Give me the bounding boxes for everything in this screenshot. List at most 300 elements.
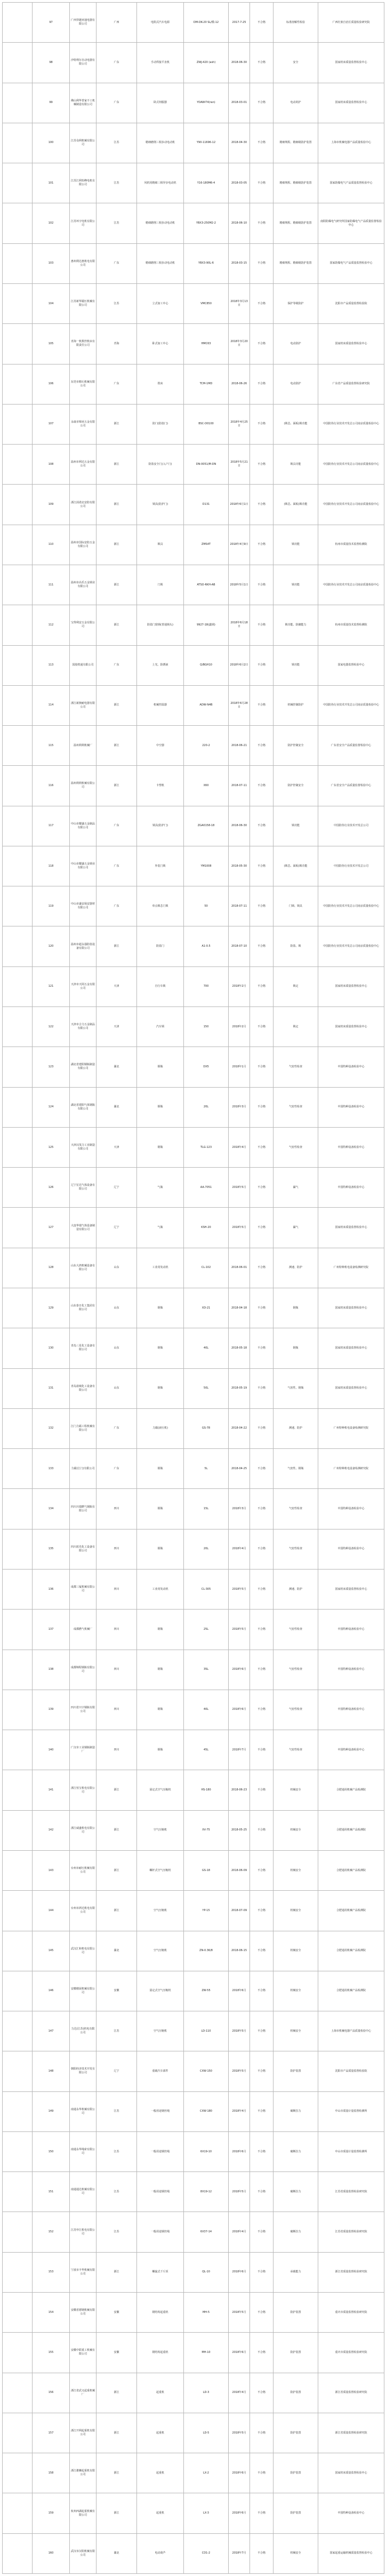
result-cell: 不合格 <box>250 1368 274 1408</box>
blank-cell <box>3 1690 33 1730</box>
model-spec-cell: BSC-D0100 <box>184 404 229 444</box>
production-date-cell: 2018年5月 <box>229 2413 250 2453</box>
row-number-cell: 153 <box>33 2252 70 2292</box>
region-cell: 浙江 <box>96 2252 137 2292</box>
row-number-cell: 149 <box>33 2091 70 2131</box>
model-spec-cell: 25L <box>184 1610 229 1650</box>
inspection-agency-cell: 合肥通用机械产品检测院 <box>318 1891 384 1931</box>
failed-item-cell: 防护装置 <box>274 2413 318 2453</box>
row-number-cell: 155 <box>33 2333 70 2373</box>
inspection-agency-cell: 国家机床质量监督检验中心 <box>318 1208 384 1248</box>
region-cell: 浙江 <box>96 565 137 605</box>
table-row <box>3 43 384 83</box>
failed-item-cell: 防护装置 <box>274 2051 318 2091</box>
product-name-cell: 汽车锁 <box>137 1007 184 1047</box>
row-number-cell: 108 <box>33 445 70 485</box>
table-row <box>3 1891 384 1931</box>
region-cell: 湖北 <box>96 2533 137 2573</box>
blank-cell <box>3 1368 33 1408</box>
blank-cell <box>3 886 33 926</box>
row-number-cell: 104 <box>33 283 70 323</box>
inspection-agency-cell: 国家机床质量监督检验中心 <box>318 2453 384 2493</box>
region-cell: 浙江 <box>96 445 137 485</box>
table-row <box>3 846 384 886</box>
enterprise-name-cell: 广西穿越亚通电器有限公司 <box>70 3 96 43</box>
region-cell: 江苏 <box>96 2212 137 2252</box>
inspection-agency-cell: 中山市质量计量监督检测所 <box>318 2091 384 2131</box>
blank-cell <box>3 2333 33 2373</box>
production-date-cell: 2018年2月 <box>229 966 250 1006</box>
blank-cell <box>3 2493 33 2533</box>
product-name-cell: 空气压缩机 <box>137 2011 184 2051</box>
blank-cell <box>3 2131 33 2171</box>
blank-cell <box>3 1208 33 1248</box>
row-number-cell: 102 <box>33 203 70 243</box>
row-number-cell: 106 <box>33 364 70 404</box>
product-name-cell: 螺旋式千斤顶 <box>137 2252 184 2292</box>
production-date-cell: 2018年6月 <box>229 1690 250 1730</box>
model-spec-cell: 45L <box>184 1730 229 1770</box>
table-row <box>3 2293 384 2333</box>
failed-item-cell: 防护装置 <box>274 2293 318 2333</box>
enterprise-name-cell: 天津市合力五金制品有限公司 <box>70 1007 96 1047</box>
row-number-cell: 137 <box>33 1610 70 1650</box>
blank-cell <box>3 163 33 203</box>
failed-item-cell: 机械安全 <box>274 1770 318 1810</box>
product-name-cell: 卡塑机 <box>137 766 184 806</box>
blank-cell <box>3 1610 33 1650</box>
row-number-cell: 140 <box>33 1730 70 1770</box>
production-date-cell: 2018年6月 <box>229 2131 250 2171</box>
blank-cell <box>3 485 33 525</box>
result-cell: 不合格 <box>250 685 274 725</box>
enterprise-name-cell: 青海一机数控机床有限责任公司 <box>70 324 96 364</box>
model-spec-cell: Y90-11696-12 <box>184 123 229 163</box>
inspection-agency-cell: 浙江省质量监督检验研究院 <box>318 2413 384 2453</box>
production-date-cell: 2018年6月2日 <box>229 645 250 685</box>
region-cell: 浙江 <box>96 1891 137 1931</box>
blank-cell <box>3 445 33 485</box>
region-cell: 四川 <box>96 1569 137 1609</box>
failed-item-cell: 机械控制防护 <box>274 685 318 725</box>
product-name-cell: 螺杆式空气压缩机 <box>137 1850 184 1890</box>
model-spec-cell: YDAW-T4(ran) <box>184 83 229 123</box>
result-cell: 不合格 <box>250 1931 274 1971</box>
product-name-cell: 钢瓶 <box>137 1047 184 1087</box>
enterprise-name-cell: 江苏新华锻压机械有限公司 <box>70 283 96 323</box>
model-spec-cell: D131 <box>184 485 229 525</box>
table-row <box>3 2011 384 2051</box>
blank-cell <box>3 2212 33 2252</box>
table-row <box>3 2091 384 2131</box>
inspection-agency-cell: 合肥通用机械产品检测院 <box>318 1971 384 2011</box>
inspection-agency-cell: 合肥通用机械产品检测院 <box>318 1810 384 1850</box>
model-spec-cell: VMC850 <box>184 283 229 323</box>
inspection-agency-cell: 广西壮族自治区质量检验研究院 <box>318 3 384 43</box>
production-date-cell: 2018年7月 <box>229 1730 250 1770</box>
result-cell: 不合格 <box>250 1047 274 1087</box>
result-cell: 不合格 <box>250 1007 274 1047</box>
enterprise-name-cell: 台州市耐压机械有限公司 <box>70 1850 96 1890</box>
production-date-cell: 2018-05-25 <box>229 1810 250 1850</box>
row-number-cell: 116 <box>33 766 70 806</box>
region-cell: 江苏 <box>96 203 137 243</box>
product-name-cell: 钢瓶 <box>137 1368 184 1408</box>
model-spec-cell: TCM-1MD <box>184 364 229 404</box>
blank-cell <box>3 364 33 404</box>
row-number-cell: 110 <box>33 525 70 565</box>
result-cell: 不合格 <box>250 1127 274 1167</box>
blank-cell <box>3 404 33 444</box>
inspection-agency-cell: 中国特种设备检验中心 <box>318 1489 384 1529</box>
table-row <box>3 2051 384 2091</box>
production-date-cell: 2018年3月20日 <box>229 324 250 364</box>
table-row <box>3 1850 384 1890</box>
model-spec-cell: CL-305 <box>184 1569 229 1609</box>
enterprise-name-cell: 力达(江苏)机电有限公司 <box>70 2011 96 2051</box>
production-date-cell: 2018-06-01 <box>229 1248 250 1288</box>
blank-cell <box>3 846 33 886</box>
result-cell: 不合格 <box>250 1569 274 1609</box>
inspection-agency-cell: 合肥通用机械产品检测院 <box>318 1931 384 1971</box>
production-date-cell: 2018年6月 <box>229 2453 250 2493</box>
row-number-cell: 132 <box>33 1408 70 1448</box>
failed-item-cell: 锁定 <box>274 1007 318 1047</box>
enterprise-name-cell: 武汉市汉阳机械有限公司 <box>70 2533 96 2573</box>
enterprise-name-cell: 湖北省建阳钢瓶制造有限公司 <box>70 1047 96 1087</box>
production-date-cell: 2018年4月 <box>229 1127 250 1167</box>
production-date-cell: 2018年5月 <box>229 1569 250 1609</box>
table-row <box>3 1610 384 1650</box>
result-cell: 不合格 <box>250 163 274 203</box>
region-cell: 广东 <box>96 846 137 886</box>
row-number-cell: 113 <box>33 645 70 685</box>
table-body <box>3 3 384 2574</box>
model-spec-cell: QL-10 <box>184 2252 229 2292</box>
inspection-agency-cell: 重庆市质量监督检验研究院 <box>318 2293 384 2333</box>
model-spec-cell: HS-180 <box>184 1770 229 1810</box>
blank-cell <box>3 926 33 966</box>
result-cell: 不合格 <box>250 1328 274 1368</box>
result-cell: 不合格 <box>250 2252 274 2292</box>
row-number-cell: 133 <box>33 1449 70 1489</box>
enterprise-name-cell: 江苏申江机电有限公司 <box>70 2212 96 2252</box>
production-date-cell: 2018-04-18 <box>229 1288 250 1328</box>
model-spec-cell: A1-0.5 <box>184 926 229 966</box>
failed-item-cell: 气密性检查 <box>274 1087 318 1127</box>
product-name-cell: 铣床 <box>137 364 184 404</box>
blank-cell <box>3 1168 33 1208</box>
inspection-agency-cell: 国家机床质量监督检验中心 <box>318 83 384 123</box>
table-row <box>3 1208 384 1248</box>
enterprise-name-cell: 浙江开利起重机有限公司 <box>70 2413 96 2453</box>
enterprise-name-cell: 南通永华机械有限公司 <box>70 2091 96 2131</box>
row-number-cell: 99 <box>33 83 70 123</box>
product-name-cell: 中空器 <box>137 726 184 766</box>
table-row <box>3 485 384 525</box>
enterprise-name-cell: 南通通达机械有限公司 <box>70 2172 96 2212</box>
table-row <box>3 1650 384 1690</box>
blank-cell <box>3 2172 33 2212</box>
production-date-cell: 2018年4月 <box>229 2373 250 2413</box>
product-name-cell: 钢瓶 <box>137 1529 184 1569</box>
enterprise-name-cell: 温州利利机械有限公司 <box>70 766 96 806</box>
blank-cell <box>3 2091 33 2131</box>
enterprise-name-cell: 成都锦程钢瓶有限公司 <box>70 1650 96 1690</box>
failed-item-cell: 锁功能、防撬能力 <box>274 605 318 645</box>
product-name-cell: 钢瓶 <box>137 1489 184 1529</box>
region-cell: 安徽 <box>96 2333 137 2373</box>
production-date-cell: 2018-06-21 <box>229 726 250 766</box>
product-name-cell: 一般用途钢丝绳 <box>137 2091 184 2131</box>
result-cell: 不合格 <box>250 324 274 364</box>
product-name-cell: 精细磨削三相步动电动机 <box>137 203 184 243</box>
result-cell: 不合格 <box>250 1168 274 1208</box>
region-cell: 四川 <box>96 1489 137 1529</box>
result-cell: 不合格 <box>250 1288 274 1328</box>
region-cell: 江苏 <box>96 2172 137 2212</box>
blank-cell <box>3 2373 33 2413</box>
model-spec-cell: ZMS4T <box>184 525 229 565</box>
production-date-cell: 2018-06-30 <box>229 43 250 83</box>
inspection-agency-cell: 广东省产品质量监督检验研究院 <box>318 364 384 404</box>
model-spec-cell: 700 <box>184 966 229 1006</box>
result-cell: 不合格 <box>250 1087 274 1127</box>
result-cell: 不合格 <box>250 2091 274 2131</box>
failed-item-cell: 气密性检查 <box>274 1489 318 1529</box>
failed-item-cell: 气密性检查 <box>274 1690 318 1730</box>
enterprise-name-cell: 广汉市工业钢瓶制造厂 <box>70 1730 96 1770</box>
result-cell: 不合格 <box>250 283 274 323</box>
production-date-cell: 2018-03-15 <box>229 243 250 283</box>
product-name-cell: 工业用发动机 <box>137 1569 184 1609</box>
table-row <box>3 1288 384 1328</box>
inspection-agency-cell: 中国防伪行业技术开发总公司南京质量检验中心 <box>318 926 384 966</box>
enterprise-name-cell: 浙江威盛机电有限公司 <box>70 1810 96 1850</box>
model-spec-cell: 50L <box>184 1368 229 1408</box>
product-name-cell: 单点锁芯门锁 <box>137 886 184 926</box>
row-number-cell: 111 <box>33 565 70 605</box>
result-cell: 不合格 <box>250 1408 274 1448</box>
table-row <box>3 645 384 685</box>
result-cell: 不合格 <box>250 2131 274 2171</box>
failed-item-cell: 测速、防护 <box>274 1408 318 1448</box>
blank-cell <box>3 1891 33 1931</box>
enterprise-name-cell: 温州利利机械厂 <box>70 726 96 766</box>
enterprise-name-cell: 东莞市精石机械有限公司 <box>70 364 96 404</box>
product-name-cell: 卧式加工中心 <box>137 324 184 364</box>
failed-item-cell: 气密性检查 <box>274 1730 318 1770</box>
model-spec-cell: CXW-180 <box>184 2091 229 2131</box>
region-cell: 四川 <box>96 1529 137 1569</box>
blank-cell <box>3 203 33 243</box>
blank-cell <box>3 324 33 364</box>
region-cell: 广东 <box>96 364 137 404</box>
model-spec-cell: 220-2 <box>184 726 229 766</box>
enterprise-name-cell: 成都三厦机械有限公司 <box>70 1569 96 1609</box>
production-date-cell: 2018年5月 <box>229 1168 250 1208</box>
result-cell: 不合格 <box>250 1810 274 1850</box>
region-cell: 辽宁 <box>96 1168 137 1208</box>
row-number-cell: 156 <box>33 2373 70 2413</box>
model-spec-cell: XV-75 <box>184 1810 229 1850</box>
result-cell: 不合格 <box>250 83 274 123</box>
failed-item-cell: 测速、防护 <box>274 1569 318 1609</box>
product-name-cell: 钢瓶 <box>137 1328 184 1368</box>
blank-cell <box>3 2453 33 2493</box>
table-row <box>3 726 384 766</box>
failed-item-cell: 气密性检查 <box>274 1529 318 1569</box>
region-cell: 湖北 <box>96 1087 137 1127</box>
product-name-cell: 空气压缩机 <box>137 1810 184 1850</box>
result-cell: 不合格 <box>250 2413 274 2453</box>
row-number-cell: 141 <box>33 1770 70 1810</box>
row-number-cell: 125 <box>33 1127 70 1167</box>
table-row <box>3 1087 384 1127</box>
enterprise-name-cell: 杭州西湖起重机械有限公司 <box>70 2493 96 2533</box>
row-number-cell: 138 <box>33 1650 70 1690</box>
production-date-cell: 2018-06-23 <box>229 1770 250 1810</box>
model-spec-cell: YM1008 <box>184 846 229 886</box>
region-cell: 江苏 <box>96 2131 137 2171</box>
failed-item-cell: 承载能力 <box>274 2252 318 2292</box>
table-row <box>3 806 384 846</box>
blank-cell <box>3 1650 33 1690</box>
failed-item-cell: 防护装置 <box>274 2373 318 2413</box>
result-cell: 不合格 <box>250 1850 274 1890</box>
failed-item-cell: 破断拉力 <box>274 2091 318 2131</box>
region-cell: 浙江 <box>96 525 137 565</box>
region-cell: 江苏 <box>96 123 137 163</box>
result-cell: 不合格 <box>250 43 274 83</box>
table-row <box>3 886 384 926</box>
result-cell: 不合格 <box>250 3 274 43</box>
product-name-cell: 钢瓶 <box>137 1610 184 1650</box>
blank-cell <box>3 43 33 83</box>
enterprise-name-cell: 佛山利华普家不工机械制造有限公司 <box>70 83 96 123</box>
row-number-cell: 147 <box>33 2011 70 2051</box>
product-name-cell: 外装门锁 <box>137 846 184 886</box>
inspection-agency-cell: 中国特种设备检验中心 <box>318 1127 384 1167</box>
table-row <box>3 565 384 605</box>
production-date-cell: 2018年6月 <box>229 1971 250 2011</box>
row-number-cell: 134 <box>33 1489 70 1529</box>
failed-item-cell: 破断拉力 <box>274 2131 318 2171</box>
model-spec-cell: 40L <box>184 1690 229 1730</box>
row-number-cell: 128 <box>33 1248 70 1288</box>
enterprise-name-cell: 安徽省德钢机械有限公司 <box>70 2293 96 2333</box>
blank-cell <box>3 1529 33 1569</box>
inspection-agency-cell: 上海市机械电器产品质量检验中心 <box>318 123 384 163</box>
result-cell: 不合格 <box>250 404 274 444</box>
inspection-agency-cell: 中山市质量计量监督检测所 <box>318 2131 384 2171</box>
enterprise-name-cell: 永康市锦亚五金有限公司 <box>70 404 96 444</box>
enterprise-name-cell: 安徽精展机械有限公司 <box>70 1971 96 2011</box>
blank-cell <box>3 966 33 1006</box>
inspection-agency-cell: 国家机床质量监督检验中心 <box>318 1328 384 1368</box>
result-cell: 不合格 <box>250 243 274 283</box>
row-number-cell: 131 <box>33 1368 70 1408</box>
model-spec-cell: LD-5 <box>184 2413 229 2453</box>
blank-cell <box>3 1087 33 1127</box>
sampling-results-table <box>2 2 384 2574</box>
inspection-agency-cell: 国家机床质量监督检验中心 <box>318 1569 384 1609</box>
inspection-agency-cell: 中国防伪行业技术开发总公司南京质量检验中心 <box>318 685 384 725</box>
enterprise-name-cell: 山东泰日化工集团有限公司 <box>70 1288 96 1328</box>
production-date-cell: 2018年5月1日 <box>229 565 250 605</box>
region-cell: 四川 <box>96 1690 137 1730</box>
row-number-cell: 107 <box>33 404 70 444</box>
region-cell: 广东 <box>96 83 137 123</box>
region-cell: 山东 <box>96 1288 137 1328</box>
product-name-cell: 风机用精细三相异步电动机 <box>137 163 184 203</box>
enterprise-name-cell: 江苏环宇电机有限公司 <box>70 203 96 243</box>
result-cell: 不合格 <box>250 2293 274 2333</box>
inspection-agency-cell: 国家机床质量监督检验中心 <box>318 1288 384 1328</box>
table-row <box>3 445 384 485</box>
inspection-agency-cell: 合肥通用机械产品检测院 <box>318 1770 384 1810</box>
table-row <box>3 2212 384 2252</box>
region-cell: 山东 <box>96 1368 137 1408</box>
failed-item-cell: (锁芯、面板)锁功能 <box>274 404 318 444</box>
product-name-cell: 防盗门窗锁(普通锁头) <box>137 605 184 645</box>
product-name-cell: 防盗门 <box>137 926 184 966</box>
enterprise-name-cell: 武汉汇和机电有限公司 <box>70 1931 96 1971</box>
model-spec-cell: YBX3-250M2-2 <box>184 203 229 243</box>
row-number-cell: 145 <box>33 1931 70 1971</box>
region-cell: 浙江 <box>96 404 137 444</box>
model-spec-cell: AA-7051 <box>184 1168 229 1208</box>
table-row <box>3 2533 384 2573</box>
table-row <box>3 685 384 725</box>
result-cell: 不合格 <box>250 1529 274 1569</box>
inspection-agency-cell: 国家机床质量监督检验中心 <box>318 43 384 83</box>
failed-item-cell: 锁功能 <box>274 645 318 685</box>
failed-item-cell: 精细规程、精细级防护装置 <box>274 203 318 243</box>
model-spec-cell: CD1-2 <box>184 2533 229 2573</box>
inspection-agency-cell: 中国特种设备检验中心 <box>318 1610 384 1650</box>
inspection-agency-cell: 广州特种机电设备检测研究院 <box>318 1449 384 1489</box>
failed-item-cell: 气密性检查 <box>274 1650 318 1690</box>
product-name-cell: 手动焊接平直机 <box>137 43 184 83</box>
region-cell: 浙江 <box>96 2493 137 2533</box>
result-cell: 不合格 <box>250 2493 274 2533</box>
inspection-agency-cell: 国家电器监督检验中心 <box>318 645 384 685</box>
production-date-cell: 2018-04-22 <box>229 1408 250 1448</box>
row-number-cell: 157 <box>33 2413 70 2453</box>
inspection-agency-cell: 上海市机械电器产品质量检验中心 <box>318 2011 384 2051</box>
product-name-cell: 重载汽车部件 <box>137 2051 184 2091</box>
result-cell: 不合格 <box>250 565 274 605</box>
production-date-cell: 2018-06-15 <box>229 1931 250 1971</box>
table-row <box>3 966 384 1006</box>
model-spec-cell: CL-102 <box>184 1248 229 1288</box>
production-date-cell: 2018年4月 <box>229 1529 250 1569</box>
production-date-cell: 2018年6月 <box>229 2493 250 2533</box>
row-number-cell: 135 <box>33 1529 70 1569</box>
table-row <box>3 2252 384 2292</box>
model-spec-cell: ADW-N4B <box>184 685 229 725</box>
region-cell: 广东 <box>96 886 137 926</box>
inspection-agency-cell: 国家机床质量监督检验中心 <box>318 1368 384 1408</box>
production-date-cell: 2018年4月9日 <box>229 525 250 565</box>
model-spec-cell: GS-18 <box>184 1850 229 1890</box>
model-spec-cell: 9927-18(鑫锁) <box>184 605 229 645</box>
table-row <box>3 1328 384 1368</box>
production-date-cell: 2018-07-11 <box>229 886 250 926</box>
table-row <box>3 324 384 364</box>
model-spec-cell: LD-110 <box>184 2011 229 2051</box>
